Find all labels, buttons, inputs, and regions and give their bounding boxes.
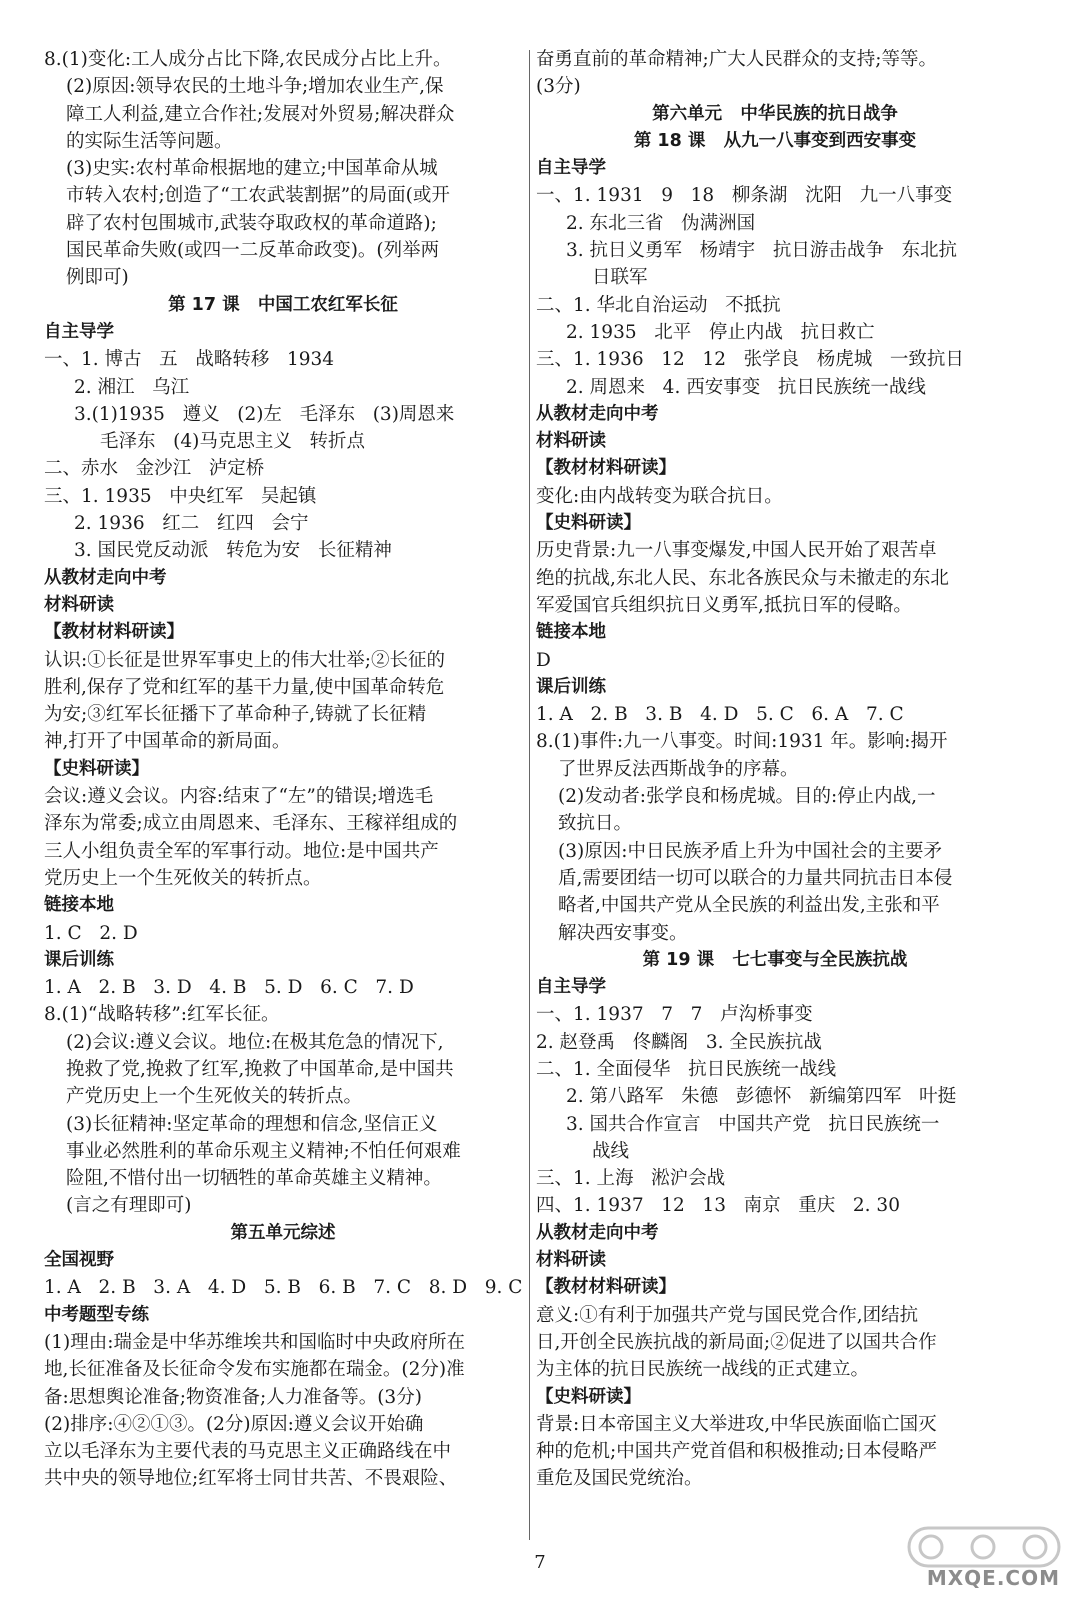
text-line: 产党历史上一个生死攸关的转折点。	[66, 1086, 363, 1108]
section-heading: 自主导学	[536, 977, 606, 998]
text-line: 三、1. 上海 淞沪会战	[536, 1168, 726, 1190]
text-line: 国民革命失败(或四一二反革命政变)。(列举两	[66, 240, 440, 262]
text-line: 1. A 2. B 3. D 4. B 5. D 6. C 7. D	[44, 977, 414, 999]
text-line: 2. 东北三省 伪满洲国	[566, 212, 756, 234]
section-heading: 【教材材料研读】	[536, 1277, 676, 1298]
left-column	[44, 46, 522, 1493]
text-line: 二、赤水 金沙江 泸定桥	[44, 458, 265, 480]
text-line: 8.(1)“战略转移”:红军长征。	[44, 1004, 280, 1026]
text-line: 种的危机;中国共产党首倡和积极推动;日本侵略严	[536, 1441, 937, 1463]
text-line: 2. 第八路军 朱德 彭德怀 新编第四军 叶挺	[566, 1086, 957, 1108]
text-line: 略者,中国共产党从全民族的利益出发,主张和平	[558, 895, 940, 917]
text-line: 四、1. 1937 12 13 南京 重庆 2. 30	[536, 1195, 900, 1217]
section-heading: 课后训练	[44, 949, 114, 970]
text-line: 8.(1)事件:九一八事变。时间:1931 年。影响:揭开	[536, 731, 948, 753]
section-title: 第 19 课 七七事变与全民族抗战	[642, 949, 908, 970]
text-line: 意义:①有利于加强共产党与国民党合作,团结抗	[536, 1304, 919, 1326]
text-line: 历史背景:九一八事变爆发,中国人民开始了艰苦卓	[536, 540, 937, 562]
section-heading: 链接本地	[44, 895, 114, 916]
section-heading: 材料研读	[536, 1250, 606, 1271]
text-line: 日,开创全民族抗战的新局面;②促进了以国共合作	[536, 1331, 937, 1353]
text-line: 盾,需要团结一切可以联合的力量共同抗击日本侵	[558, 867, 953, 889]
text-line: 党历史上一个生死攸关的转折点。	[44, 867, 322, 889]
text-line: 2. 1936 红二 红四 会宁	[74, 513, 309, 535]
text-line: 毛泽东 (4)马克思主义 转折点	[100, 431, 365, 453]
section-heading: 自主导学	[44, 321, 114, 342]
text-line: 为主体的抗日民族统一战线的正式建立。	[536, 1359, 870, 1381]
section-heading: 材料研读	[536, 431, 606, 452]
text-line: 军爱国官兵组织抗日义勇军,抵抗日军的侵略。	[536, 594, 912, 616]
text-line: 奋勇直前的革命精神;广大人民群众的支持;等等。	[536, 49, 937, 70]
section-heading: 课后训练	[536, 676, 606, 697]
text-line: 例即可)	[66, 267, 129, 289]
page-number: 7	[534, 1552, 546, 1573]
text-line: (3)史实:农村革命根据地的建立;中国革命从城	[66, 158, 438, 180]
text-line: 2. 湘江 乌江	[74, 376, 190, 398]
text-line: 辟了农村包围城市,武装夺取政权的革命道路);	[66, 212, 437, 234]
text-line: 市转入农村;创造了“工农武装割据”的局面(或开	[66, 185, 450, 207]
section-title: 第六单元 中华民族的抗日战争	[652, 103, 898, 124]
watermark-text: MXQE.COM	[926, 1566, 1060, 1590]
text-line: 日联军	[592, 267, 648, 289]
text-line: D	[536, 649, 551, 671]
column-divider	[529, 50, 530, 1540]
section-heading: 从教材走向中考	[536, 403, 659, 424]
text-line: 为安;③红军长征播下了革命种子,铸就了长征精	[44, 704, 427, 726]
section-heading: 自主导学	[536, 158, 606, 179]
text-line: 绝的抗战,东北人民、东北各族民众与未撤走的东北	[536, 567, 949, 589]
section-heading: 【教材材料研读】	[536, 458, 676, 479]
text-line: (1)理由:瑞金是中华苏维埃共和国临时中央政府所在	[44, 1331, 465, 1353]
section-heading: 全国视野	[44, 1250, 114, 1271]
text-line: (2)排序:④②①③。(2分)原因:遵义会议开始确	[44, 1413, 424, 1435]
text-line: 解决西安事变。	[558, 922, 688, 944]
section-heading: 【史料研读】	[44, 758, 149, 779]
section-heading: 从教材走向中考	[44, 567, 167, 588]
text-line: 认识:①长征是世界军事史上的伟大壮举;②长征的	[44, 649, 445, 671]
text-line: (2)会议:遵义会议。地位:在极其危急的情况下,	[66, 1031, 444, 1053]
text-line: 泽东为常委;成立由周恩来、毛泽东、王稼祥组成的	[44, 813, 458, 835]
text-line: (3)长征精神:坚定革命的理想和信念,坚信正义	[66, 1113, 438, 1135]
text-line: 神,打开了中国革命的新局面。	[44, 731, 291, 753]
text-line: 3. 抗日义勇军 杨靖宇 抗日游击战争 东北抗	[566, 240, 957, 262]
section-heading: 中考题型专练	[44, 1304, 149, 1325]
right-column	[536, 46, 1014, 1493]
text-line: 3. 国民党反动派 转危为安 长征精神	[74, 540, 392, 562]
text-line: (2)发动者:张学良和杨虎城。目的:停止内战,一	[558, 786, 936, 808]
text-line: 3.(1)1935 遵义 (2)左 毛泽东 (3)周恩来	[74, 403, 455, 425]
text-line: 三、1. 1935 中央红军 吴起镇	[44, 485, 317, 507]
text-line: 战线	[592, 1140, 630, 1162]
text-line: 2. 赵登禹 佟麟阁 3. 全民族抗战	[536, 1031, 822, 1053]
text-line: 一、1. 博古 五 战略转移 1934	[44, 349, 335, 371]
section-heading: 【史料研读】	[536, 513, 641, 534]
text-line: (2)原因:领导农民的土地斗争;增加农业生产,保	[66, 76, 444, 98]
text-line: 立以毛泽东为主要代表的马克思主义正确路线在中	[44, 1441, 452, 1463]
section-heading: 【教材材料研读】	[44, 622, 184, 643]
text-line: 了世界反法西斯战争的序幕。	[558, 758, 799, 780]
text-line: (言之有理即可)	[66, 1195, 192, 1217]
text-line: 备:思想舆论准备;物资准备;人力准备等。(3分)	[44, 1386, 422, 1408]
text-line: 险阻,不惜付出一切牺牲的革命英雄主义精神。	[66, 1168, 442, 1190]
text-line: 事业必然胜利的革命乐观主义精神;不怕任何艰难	[66, 1140, 461, 1162]
text-line: (3)原因:中日民族矛盾上升为中国社会的主要矛	[558, 840, 942, 862]
text-line: 三人小组负责全军的军事行动。地位:是中国共产	[44, 840, 439, 862]
text-line: 2. 周恩来 4. 西安事变 抗日民族统一战线	[566, 376, 926, 398]
text-line: 1. C 2. D	[44, 922, 138, 944]
text-line: 3. 国共合作宣言 中国共产党 抗日民族统一	[566, 1113, 940, 1135]
text-line: 三、1. 1936 12 12 张学良 杨虎城 一致抗日	[536, 349, 964, 371]
text-line: 二、1. 全面侵华 抗日民族统一战线	[536, 1058, 837, 1080]
text-line: 障工人利益,建立合作社;发展对外贸易;解决群众	[66, 103, 455, 125]
text-line: 2. 1935 北平 停止内战 抗日救亡	[566, 321, 875, 343]
text-line: 共中央的领导地位;红军将士同甘共苦、不畏艰险、	[44, 1468, 458, 1490]
text-line: 挽救了党,挽救了红军,挽救了中国革命,是中国共	[66, 1058, 454, 1080]
text-line: 重危及国民党统治。	[536, 1468, 703, 1490]
text-line: 的实际生活等问题。	[66, 130, 233, 152]
text-line: 二、1. 华北自治运动 不抵抗	[536, 294, 781, 316]
text-line: 一、1. 1937 7 7 卢沟桥事变	[536, 1004, 813, 1026]
section-title: 第五单元综述	[230, 1222, 336, 1243]
text-line: 地,长征准备及长征命令发布实施都在瑞金。(2分)准	[44, 1359, 465, 1381]
section-heading: 从教材走向中考	[536, 1222, 659, 1243]
section-heading: 链接本地	[536, 622, 606, 643]
section-title: 第 17 课 中国工农红军长征	[168, 294, 398, 315]
text-line: 1. A 2. B 3. B 4. D 5. C 6. A 7. C	[536, 704, 904, 726]
text-line: 致抗日。	[558, 813, 633, 835]
section-heading: 材料研读	[44, 594, 114, 615]
text-line: 背景:日本帝国主义大举进攻,中华民族面临亡国灭	[536, 1413, 937, 1435]
text-line: 一、1. 1931 9 18 柳条湖 沈阳 九一八事变	[536, 185, 953, 207]
text-line: 会议:遵义会议。内容:结束了“左”的错误;增选毛	[44, 786, 434, 808]
text-line: 变化:由内战转变为联合抗日。	[536, 485, 783, 507]
text-line: (3分)	[536, 76, 581, 98]
section-title: 第 18 课 从九一八事变到西安事变	[633, 130, 917, 151]
text-line: 1. A 2. B 3. A 4. D 5. B 6. B 7. C 8. D 9. C	[44, 1277, 523, 1299]
text-line: 8.(1)变化:工人成分占比下降,农民成分占比上升。	[44, 49, 452, 70]
text-line: 胜利,保存了党和红军的基干力量,使中国革命转危	[44, 676, 445, 698]
section-heading: 【史料研读】	[536, 1386, 641, 1407]
